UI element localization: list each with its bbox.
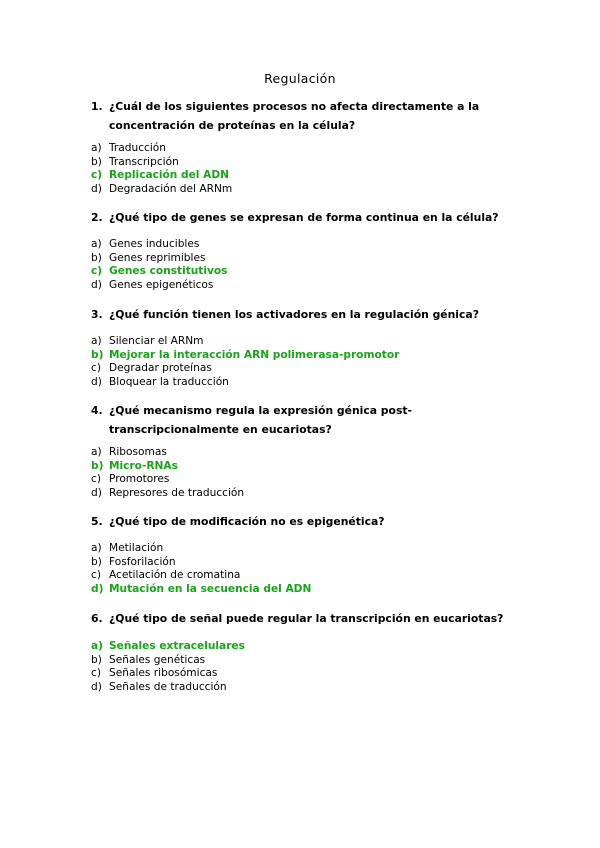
question-text: ¿Qué mecanismo regula la expresión génica post-transcripcionalmente en eucariotas? [109, 404, 413, 436]
option-letter: b) [91, 653, 102, 666]
option-item [91, 487, 244, 501]
option-text: Replicación del ADN [109, 169, 229, 182]
question-number: 5. [91, 515, 103, 528]
option-letter: a) [91, 640, 103, 652]
option-text: Señales genéticas [109, 653, 206, 666]
option-item-correct [91, 265, 228, 279]
option-item [91, 542, 311, 556]
option-item [91, 156, 232, 170]
option-item-correct [91, 349, 399, 363]
option-text: Fosforilación [109, 555, 176, 568]
option-text: Bloquear la traducción [109, 375, 229, 388]
option-letter: a) [91, 335, 102, 347]
option-item [91, 473, 244, 487]
option-text: Transcripción [109, 155, 179, 168]
option-text: Genes reprimibles [109, 251, 206, 264]
option-text: Traducción [109, 142, 166, 154]
question-text: ¿Qué tipo de señal puede regular la transcripción en eucariotas? [109, 612, 504, 625]
option-item-correct [91, 583, 311, 597]
option-letter: d) [91, 278, 102, 291]
options-list-3 [91, 335, 399, 389]
option-letter: a) [91, 542, 102, 554]
option-letter: d) [91, 582, 104, 595]
question-number: 2. [91, 211, 103, 224]
option-letter: b) [91, 251, 102, 264]
page-title: Regulación [264, 71, 336, 86]
option-text: Genes inducibles [109, 238, 200, 250]
option-letter: a) [91, 142, 102, 154]
options-list-5 [91, 542, 311, 596]
option-item-correct [91, 460, 244, 474]
option-item-correct [91, 169, 232, 183]
option-item [91, 183, 232, 197]
option-text: Genes epigenéticos [109, 278, 214, 291]
option-letter: d) [91, 182, 102, 195]
options-list-4 [91, 446, 244, 500]
option-letter: c) [91, 667, 101, 680]
option-text: Silenciar el ARNm [109, 335, 204, 347]
question-6 [91, 609, 511, 628]
option-text: Señales ribosómicas [109, 667, 218, 680]
option-text: Promotores [109, 473, 170, 486]
option-letter: d) [91, 375, 102, 388]
option-item [91, 238, 228, 252]
question-number: 6. [91, 612, 103, 625]
question-number: 4. [91, 404, 103, 417]
option-text: Degradar proteínas [109, 362, 212, 375]
question-text: ¿Qué función tienen los activadores en la regulación génica? [109, 308, 479, 321]
option-text: Micro-RNAs [109, 459, 178, 472]
question-text: ¿Cuál de los siguientes procesos no afecta directamente a la concentración de proteínas en la célula? [109, 100, 480, 132]
option-letter: c) [91, 473, 101, 486]
option-item [91, 335, 399, 349]
option-item [91, 252, 228, 266]
option-letter: a) [91, 446, 102, 458]
question-4 [91, 401, 511, 439]
options-list-6 [91, 640, 245, 694]
options-list-1 [91, 142, 232, 196]
option-text: Señales de traducción [109, 680, 227, 693]
option-letter: c) [91, 169, 103, 182]
option-text: Señales extracelulares [109, 640, 245, 652]
question-1 [91, 97, 511, 135]
option-text: Acetilación de cromatina [109, 569, 241, 582]
option-letter: c) [91, 265, 103, 278]
question-text: ¿Qué tipo de genes se expresan de forma continua en la célula? [109, 211, 499, 224]
option-item [91, 654, 245, 668]
question-number: 3. [91, 308, 103, 321]
question-2 [91, 208, 511, 227]
option-text: Degradación del ARNm [109, 182, 233, 195]
question-5 [91, 512, 511, 531]
option-letter: b) [91, 155, 102, 168]
option-text: Represores de traducción [109, 486, 245, 499]
option-item [91, 556, 311, 570]
option-item [91, 376, 399, 390]
option-letter: b) [91, 348, 104, 361]
option-text: Ribosomas [109, 446, 167, 458]
option-item [91, 279, 228, 293]
question-number: 1. [91, 100, 103, 113]
option-letter: c) [91, 569, 101, 582]
option-item [91, 142, 232, 156]
option-letter: b) [91, 555, 102, 568]
option-item-correct [91, 640, 245, 654]
option-text: Metilación [109, 542, 164, 554]
option-item [91, 667, 245, 681]
option-letter: d) [91, 680, 102, 693]
option-text: Mutación en la secuencia del ADN [109, 582, 312, 595]
option-text: Genes constitutivos [109, 265, 228, 278]
option-item [91, 681, 245, 695]
option-letter: a) [91, 238, 102, 250]
question-text: ¿Qué tipo de modificación no es epigenética? [109, 515, 385, 528]
option-item [91, 362, 399, 376]
option-text: Mejorar la interacción ARN polimerasa-promotor [109, 348, 400, 361]
option-letter: c) [91, 362, 101, 375]
option-item [91, 569, 311, 583]
option-letter: b) [91, 459, 104, 472]
option-letter: d) [91, 486, 102, 499]
question-3 [91, 305, 511, 324]
options-list-2 [91, 238, 228, 292]
option-item [91, 446, 244, 460]
